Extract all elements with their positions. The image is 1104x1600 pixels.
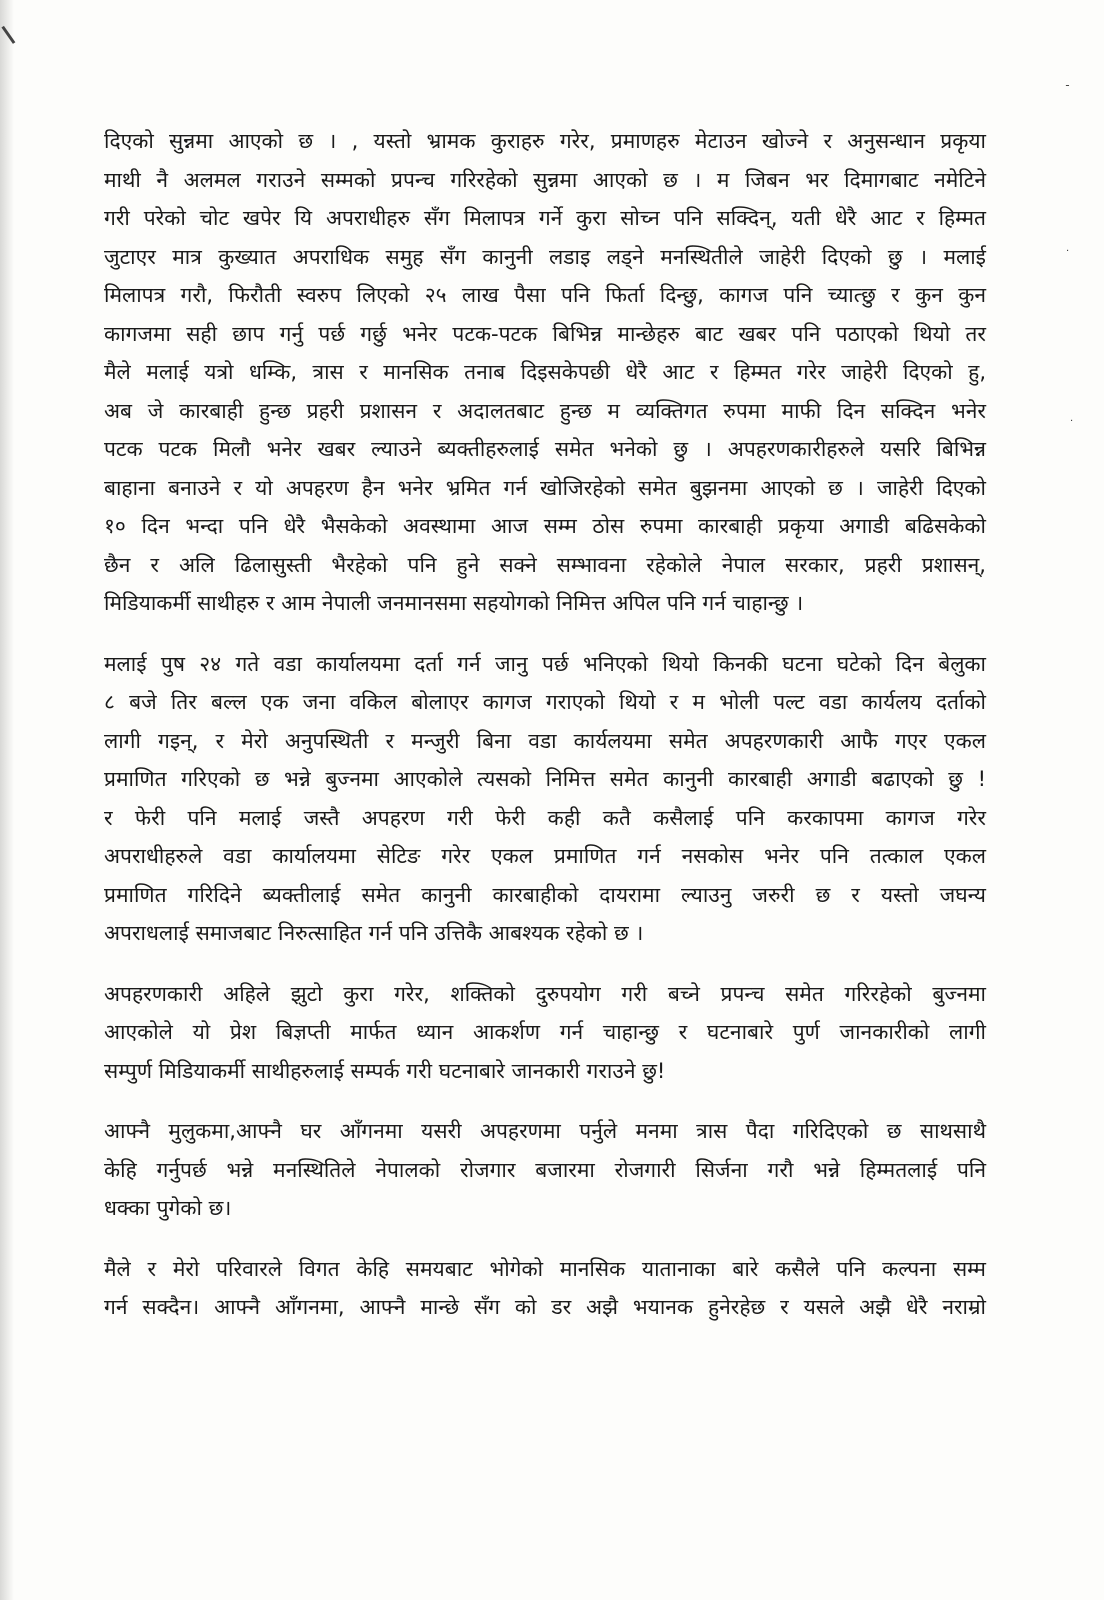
text-line: मिडियाकर्मी साथीहरु र आम नेपाली जनमानसमा सहयोगको निमित्त अपिल पनि गर्न चाहान्छु । (104, 591, 804, 615)
text-line: छैन र अलि ढिलासुस्ती भैरहेको पनि हुने सक्ने सम्भावना रहेकोले नेपाल सरकार, प्रहरी प्रशासन्, (104, 552, 986, 577)
text-line: गरी परेको चोट खपेर यि अपराधीहरु सँग मिलापत्र गर्ने कुरा सोच्न पनि सक्दिन्, यती धेरै आट र हिम्मत (104, 206, 986, 230)
text-line: दिएको सुन्नमा आएको छ । , यस्तो भ्रामक कुराहरु गरेर, प्रमाणहरु मेटाउन खोज्ने र अनुसन्धान प्रकृया (104, 129, 986, 153)
text-line: पटक पटक मिलौ भनेर खबर ल्याउने ब्यक्तीहरुलाई समेत भनेको छु । अपहरणकारीहरुले यसरि बिभिन्न (104, 437, 986, 461)
text-line: १० दिन भन्दा पनि धेरै भैसकेको अवस्थामा आज सम्म ठोस रुपमा कारबाही प्रकृया अगाडी बढिसकेको (104, 514, 986, 538)
text-line: कागजमा सही छाप गर्नु पर्छ गर्छु भनेर पटक-पटक बिभिन्न मान्छेहरु बाट खबर पनि पठाएको थियो तर (104, 321, 986, 346)
text-line: लागी गइन्, र मेरो अनुपस्थिती र मन्जुरी बिना वडा कार्यलयमा समेत अपहरणकारी आफै गएर एकल (104, 728, 986, 753)
paragraph-2 (104, 645, 986, 953)
text-line: अपहरणकारी अहिले झुटो कुरा गरेर, शक्तिको दुरुपयोग गरी बच्ने प्रपन्च समेत गरिरहेको बुज्नमा (104, 981, 986, 1006)
margin-mark: · (1066, 246, 1070, 257)
text-line: मलाई पुष २४ गते वडा कार्यालयमा दर्ता गर्न जानु पर्छ भनिएको थियो किनकी घटना घटेको दिन बेलुका (104, 651, 986, 676)
text-line: र फेरी पनि मलाई जस्तै अपहरण गरी फेरी कही कतै कसैलाई पनि करकापमा कागज गरेर (104, 805, 986, 830)
text-line: मिलापत्र गरौ, फिरौती स्वरुप लिएको २५ लाख पैसा पनि फिर्ता दिन्छु, कागज पनि च्यात्छु र कुन कुन (104, 283, 986, 307)
text-line: माथी नै अलमल गराउने सम्मको प्रपन्च गरिरहेको सुन्नमा आएको छ । म जिबन भर दिमागबाट नमेटिने (104, 167, 986, 192)
paragraph-1 (104, 122, 986, 623)
text-line: बाहाना बनाउने र यो अपहरण हैन भनेर भ्रमित गर्न खोजिरहेको समेत बुझनमा आएको छ । जाहेरी दिएको (104, 475, 986, 500)
margin-mark: · (1070, 416, 1074, 427)
text-line: मैले मलाई यत्रो धम्कि, त्रास र मानसिक तनाब दिइसकेपछी धेरै आट र हिम्मत गरेर जाहेरी दिएको हु, (104, 360, 986, 384)
text-line: गर्न सक्दैन। आफ्नै आँगनमा, आफ्नै मान्छे सँग को डर अझै भयानक हुनेरहेछ र यसले अझै धेरै नराम्रो (104, 1295, 986, 1319)
text-line: ८ बजे तिर बल्ल एक जना वकिल बोलाएर कागज गराएको थियो र म भोली पल्ट वडा कार्यलय दर्ताको (104, 690, 986, 714)
text-line: अब जे कारबाही हुन्छ प्रहरी प्रशासन र अदालतबाट हुन्छ म व्यक्तिगत रुपमा माफी दिन सक्दिन भनेर (104, 398, 986, 423)
text-line: अपराधीहरुले वडा कार्यालयमा सेटिङ गरेर एकल प्रमाणित गर्न नसकोस भनेर पनि तत्काल एकल (104, 844, 986, 868)
text-line: अपराधलाई समाजबाट निरुत्साहित गर्न पनि उत्तिकै आबश्यक रहेको छ । (104, 921, 644, 945)
margin-mark: ـ (1066, 78, 1069, 89)
paragraph-4 (104, 1112, 986, 1228)
text-line: धक्का पुगेको छ। (104, 1196, 232, 1220)
text-line: मैले र मेरो परिवारले विगत केहि समयबाट भोगेको मानसिक यातानाका बारे कसैले पनि कल्पना सम्म (104, 1256, 986, 1281)
text-line: जुटाएर मात्र कुख्यात अपराधिक समुह सँग कानुनी लडाइ लड्ने मनस्थितीले जाहेरी दिएको छु । मलाई (104, 244, 986, 269)
text-line: आएकोले यो प्रेश बिज्ञप्ती मार्फत ध्यान आकर्शण गर्न चाहान्छु र घटनाबारे पुर्ण जानकारीको लागी (104, 1020, 986, 1044)
document-body (104, 122, 986, 1327)
text-line: प्रमाणित गरिएको छ भन्ने बुज्नमा आएकोले त्यसको निमित्त समेत कानुनी कारबाही अगाडी बढाएको छु ! (104, 767, 986, 791)
text-line: प्रमाणित गरिदिने ब्यक्तीलाई समेत कानुनी कारबाहीको दायरामा ल्याउनु जरुरी छ र यस्तो जघन्य (104, 882, 986, 907)
text-line: सम्पुर्ण मिडियाकर्मी साथीहरुलाई सम्पर्क गरी घटनाबारे जानकारी गराउने छु! (104, 1058, 666, 1083)
paragraph-5 (104, 1250, 986, 1327)
paragraph-3 (104, 975, 986, 1091)
text-line: आफ्नै मुलुकमा,आफ्नै घर आँगनमा यसरी अपहरणमा पर्नुले मनमा त्रास पैदा गरिदिएको छ साथसाथै (104, 1119, 986, 1143)
page-edge-shadow (0, 0, 14, 1600)
text-line: केहि गर्नुपर्छ भन्ने मनस्थितिले नेपालको रोजगार बजारमा रोजगारी सिर्जना गरौ भन्ने हिम्मतलाई पनि (104, 1157, 986, 1182)
